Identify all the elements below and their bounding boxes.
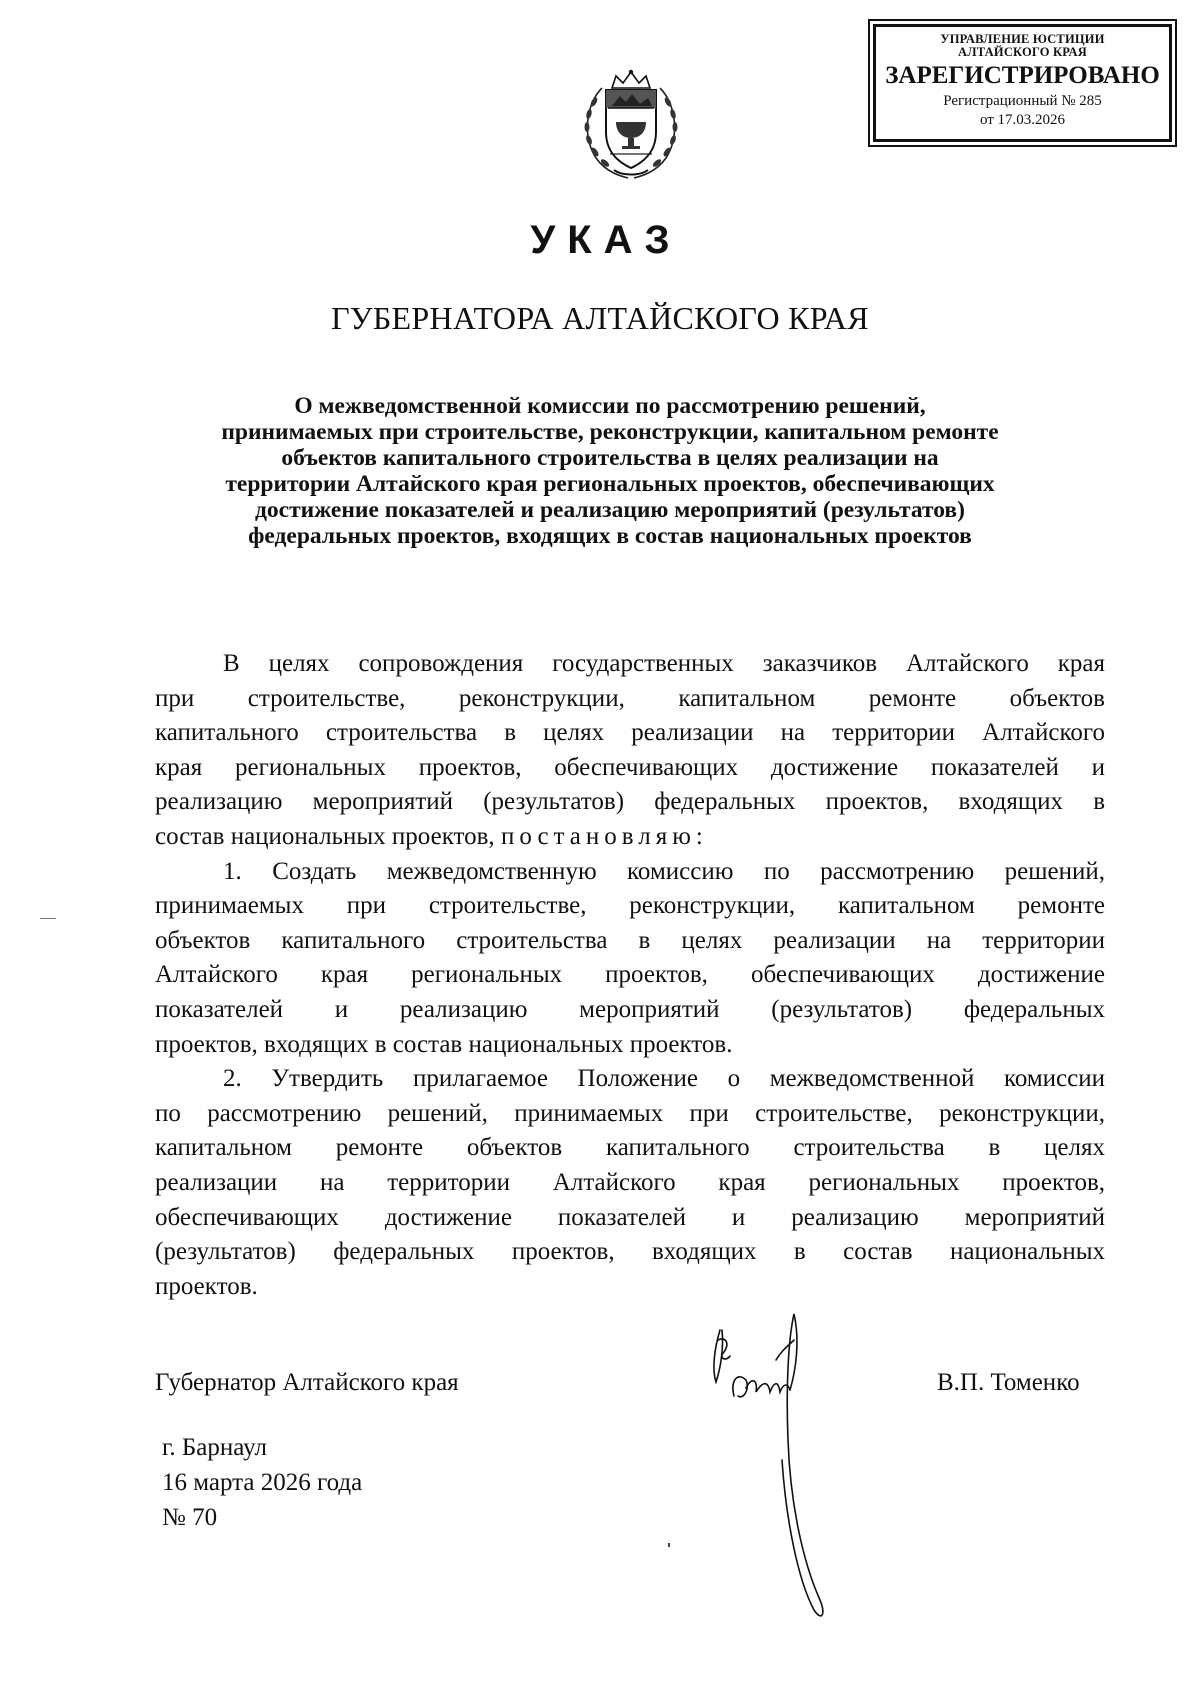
title-line: О межведомственной комиссии по рассмотрению решений, [294,393,926,419]
decree-word: постановляю: [500,822,708,850]
document-footer [162,1430,362,1535]
document-body [155,647,1105,1304]
preamble-tail: состав национальных проектов, [155,822,501,850]
item1-line: 1. Создать межведомственную комиссию по рассмотрению решений, [223,857,1105,885]
document-type: УКАЗ [530,218,682,262]
stamp-status: ЗАРЕГИСТРИРОВАНО [885,62,1160,89]
preamble-line: В целях сопровождения государственных заказчиков Алтайского края [223,650,1105,677]
item2-line: обеспечивающих достижение показателей и реализацию мероприятий [155,1203,1105,1231]
stamp-org-line2: АЛТАЙСКОГО КРАЯ [958,45,1087,59]
ink-dot [668,1543,670,1547]
registration-stamp [873,24,1172,142]
item2-line: 2. Утвердить прилагаемое Положение о межведомственной комиссии [223,1065,1105,1093]
title-line: федеральных проектов, входящих в состав национальных проектов [248,523,972,549]
document-number: № 70 [162,1504,218,1531]
title-line: принимаемых при строительстве, реконструкции, капитальном ремонте [221,419,999,445]
item1-line: принимаемых при строительстве, реконструкции, капитальном ремонте [155,892,1105,920]
stamp-org-line1: УПРАВЛЕНИЕ ЮСТИЦИИ [940,32,1105,46]
stamp-reg-number: Регистрационный № 285 [943,93,1102,109]
stamp-reg-date: от 17.03.2026 [979,112,1066,128]
document-date: 16 марта 2026 года [162,1469,363,1496]
preamble-line: капитального строительства в целях реализации на территории Алтайского [155,719,1105,747]
item2-line: проектов. [155,1272,258,1300]
title-line: объектов капитального строительства в целях реализации на [281,445,939,471]
item2-line: реализации на территории Алтайского края региональных проектов, [155,1168,1105,1196]
preamble-line: при строительстве, реконструкции, капитальном ремонте объектов [155,684,1105,712]
title-line: достижение показателей и реализацию мероприятий (результатов) [255,497,965,523]
document-title [140,393,1080,549]
preamble-line: реализацию мероприятий (результатов) федеральных проектов, входящих в [155,788,1105,816]
item1-line: показателей и реализацию мероприятий (результатов) федеральных [155,995,1105,1023]
margin-mark [40,918,56,919]
coat-of-arms-icon [572,66,690,184]
signatory-role: Губернатор Алтайского края [155,1369,459,1396]
item2-line: по рассмотрению решений, принимаемых при строительстве, реконструкции, [155,1099,1105,1127]
signatory-name: В.П. Томенко [937,1369,1080,1396]
item1-line: объектов капитального строительства в целях реализации на территории [155,926,1105,954]
item1-line: Алтайского края региональных проектов, обеспечивающих достижение [155,961,1105,989]
handwritten-signature-icon [690,1300,880,1640]
item2-line: (результатов) федеральных проектов, входящих в состав национальных [155,1238,1105,1266]
item2-line: капитальном ремонте объектов капитального строительства в целях [155,1134,1105,1162]
title-line: территории Алтайского края региональных проектов, обеспечивающих [225,471,995,497]
preamble-line: края региональных проектов, обеспечивающих достижение показателей и [155,753,1105,781]
document-city: г. Барнаул [162,1434,267,1461]
item1-line: проектов, входящих в состав национальных проектов. [155,1030,733,1058]
document-issuer: ГУБЕРНАТОРА АЛТАЙСКОГО КРАЯ [331,300,869,336]
preamble-line-last [155,820,1105,855]
